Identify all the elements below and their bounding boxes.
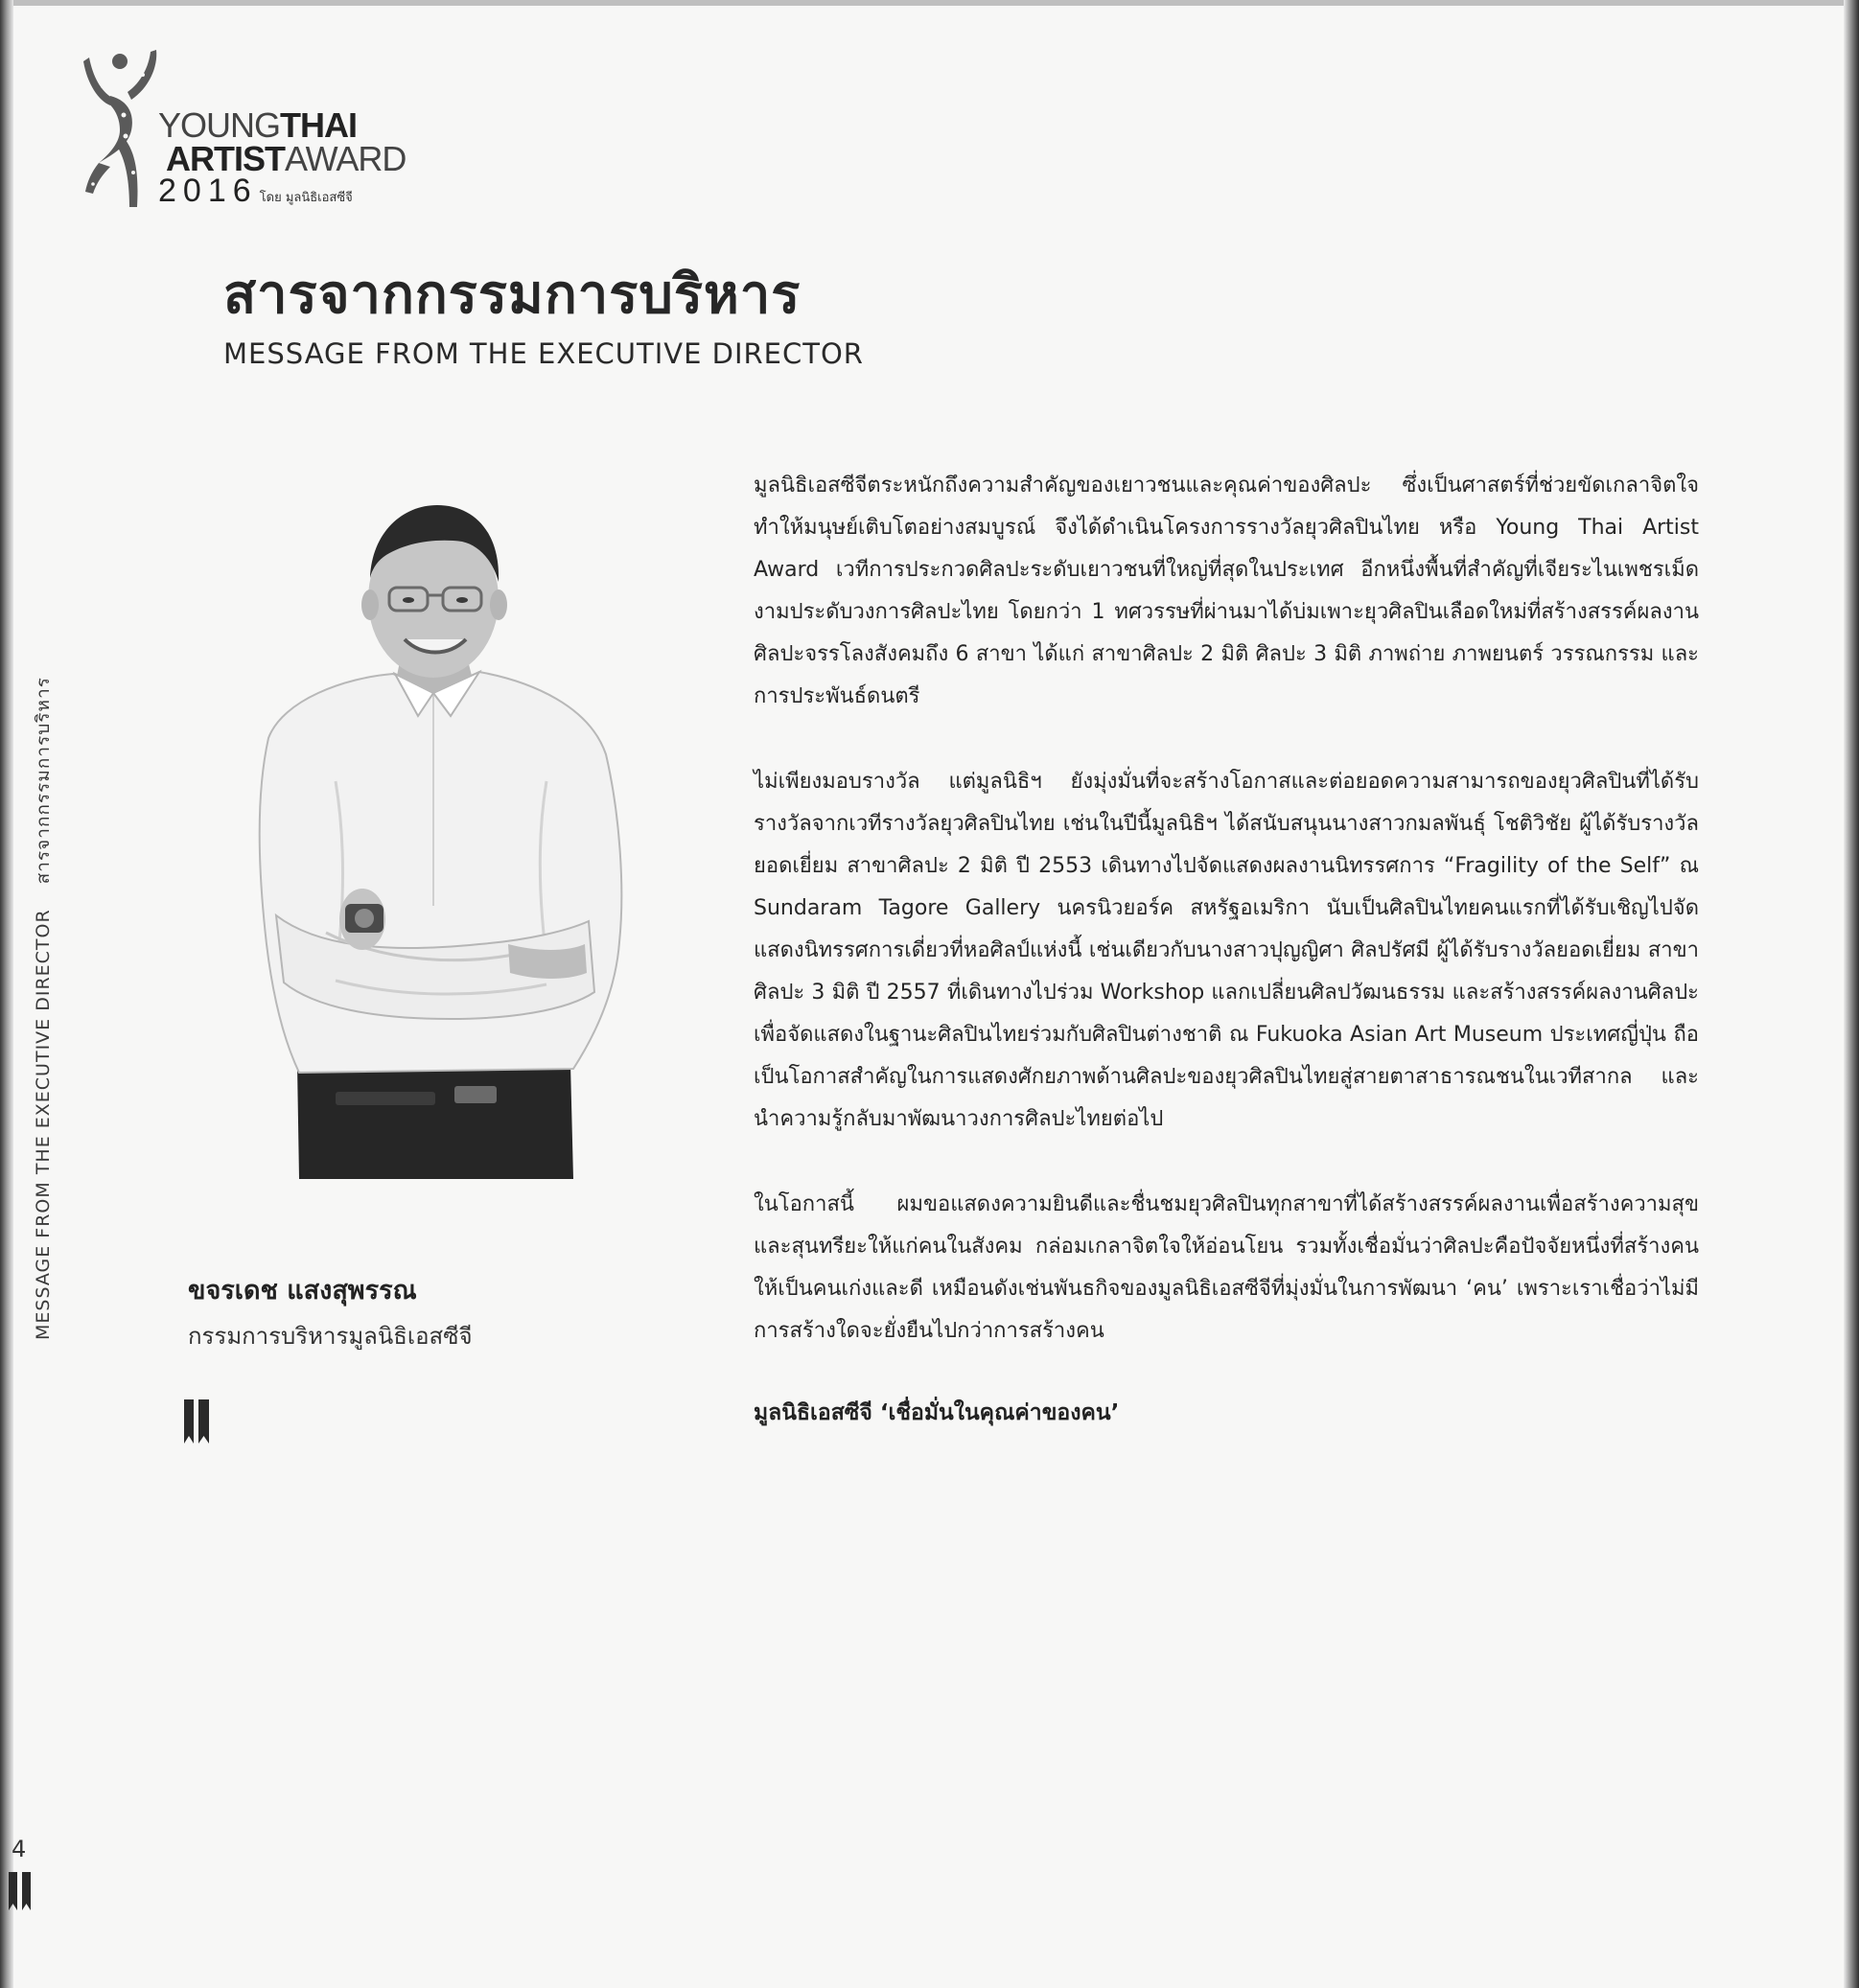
page-title-thai: สารจากกรรมการบริหาร xyxy=(223,264,802,326)
logo-word-award: AWARD xyxy=(285,139,407,178)
page-right-edge xyxy=(1844,0,1859,1988)
logo-text-line3 xyxy=(158,173,353,210)
logo-byline: โดย มูลนิธิเอสซีจี xyxy=(259,191,353,205)
page-binding-edge xyxy=(0,0,13,1988)
bookmark-icon xyxy=(8,1872,33,1910)
young-thai-artist-award-logo xyxy=(81,48,407,211)
body-paragraph: ไม่เพียงมอบรางวัล แต่มูลนิธิฯ ยังมุ่งมั่นที่จะสร้างโอกาสและต่อยอดความสามารถของยุวศิลปินที่ได้รับรางวัลจากเวทีรางวัลยุวศิลปินไทย เช่นในปีนี้มูลนิธิฯ ได้สนับสนุนนางสาวกมลพันธุ์ โชติวิชัย ผู้ได้รับรางวัลยอดเยี่ยม สาขาศิลปะ 2 มิติ ปี 2553 เดินทางไปจัดแสดงผลงานนิทรรศการ “Fragility of the Self” ณ Sundaram Tagore Gallery นครนิวยอร์ค สหรัฐอเมริกา นับเป็นศิลปินไทยคนแรกที่ได้รับเชิญไปจัดแสดงนิทรรศการเดี่ยวที่หอศิลป์แห่งนี้ เช่นเดียวกับนางสาวปุญญิศา ศิลปรัศมี ผู้ได้รับรางวัลยอดเยี่ยม สาขาศิลปะ 3 มิติ ปี 2557 ที่เดินทางไปร่วม Workshop แลกเปลี่ยนศิลปวัฒนธรรม และสร้างสรรค์ผลงานศิลปะเพื่อจัดแสดงในฐานะศิลปินไทยร่วมกับศิลปินต่างชาติ ณ Fukuoka Asian Art Museum ประเทศญี่ปุ่น ถือเป็นโอกาสสำคัญในการแสดงศักยภาพด้านศิลปะของยุวศิลปินไทยสู่สายตาสาธารณชนในเวทีสากล และนำความรู้กลับมาพัฒนาวงการศิลปะไทยต่อไป xyxy=(754,770,1699,1131)
page-number: 4 xyxy=(12,1836,27,1862)
bookmark-icon xyxy=(182,1399,211,1444)
closing-slogan: มูลนิธิเอสซีจี ‘เชื่อมั่นในคุณค่าของคน’ xyxy=(754,1400,1120,1425)
body-paragraph: มูลนิธิเอสซีจีตระหนักถึงความสำคัญของเยาวชนและคุณค่าของศิลปะ ซึ่งเป็นศาสตร์ที่ช่วยขัดเกลาจิตใจ ทำให้มนุษย์เติบโตอย่างสมบูรณ์ จึงได้ดำเนินโครงการรางวัลยุวศิลปินไทย หรือ Young Thai Artist Award เวทีการประกวดศิลปะระดับเยาวชนที่ใหญ่ที่สุดในประเทศ อีกหนึ่งพื้นที่สำคัญที่เจียระไนเพชรเม็ดงามประดับวงการศิลปะไทย โดยกว่า 1 ทศวรรษที่ผ่านมาได้บ่มเพาะยุวศิลปินเลือดใหม่ที่สร้างสรรค์ผลงานศิลปะจรรโลงสังคมถึง 6 สาขา ได้แก่ สาขาศิลปะ 2 มิติ ศิลปะ 3 มิติ ภาพถ่าย ภาพยนตร์ วรรณกรรม และการประพันธ์ดนตรี xyxy=(754,474,1699,708)
logo-word-artist: ARTIST xyxy=(166,139,285,178)
body-paragraph: ในโอกาสนี้ ผมขอแสดงความยินดีและชื่นชมยุวศิลปินทุกสาขาที่ได้สร้างสรรค์ผลงานเพื่อสร้างความสุขและสุนทรียะให้แก่คนในสังคม กล่อมเกลาจิตใจให้อ่อนโยน รวมทั้งเชื่อมั่นว่าศิลปะคือปัจจัยหนึ่งที่สร้างคนให้เป็นคนเก่งและดี เหมือนดังเช่นพันธกิจของมูลนิธิเอสซีจีที่มุ่งมั่นในการพัฒนา ‘คน’ เพราะเราเชื่อว่าไม่มีการสร้างใดจะยั่งยืนไปกว่าการสร้างคน xyxy=(754,1192,1699,1343)
side-running-header-th: สารจากกรรมการบริหาร xyxy=(33,677,54,885)
page-edge-top xyxy=(0,0,1859,6)
side-running-header xyxy=(29,677,58,1340)
page-title-english: MESSAGE FROM THE EXECUTIVE DIRECTOR xyxy=(223,337,864,370)
person-role: กรรมการบริหารมูลนิธิเอสซีจี xyxy=(188,1323,473,1350)
logo-text-line2 xyxy=(166,139,407,178)
side-running-header-en: MESSAGE FROM THE EXECUTIVE DIRECTOR xyxy=(33,909,54,1340)
logo-word-thai: THAI xyxy=(280,105,358,145)
logo-year: 2016 xyxy=(158,173,258,209)
person-name: ขจรเดช แสงสุพรรณ xyxy=(188,1276,417,1306)
logo-word-young: YOUNG xyxy=(158,105,281,145)
message-body xyxy=(754,465,1699,1430)
logo-text-line1 xyxy=(158,105,358,145)
executive-director-portrait xyxy=(192,494,676,1179)
